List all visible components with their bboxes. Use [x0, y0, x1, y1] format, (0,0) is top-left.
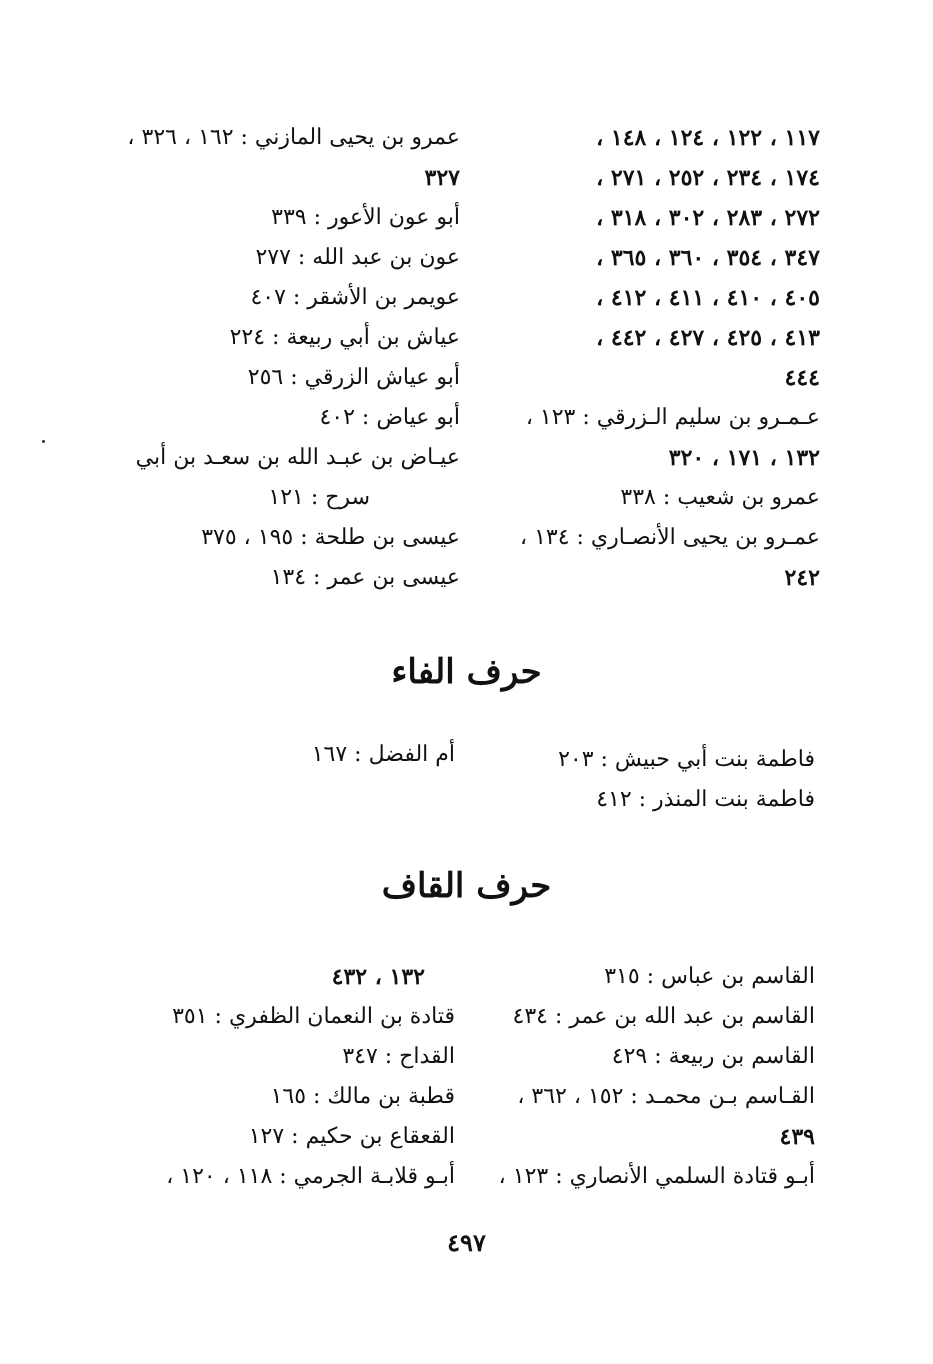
index-entry: القاسم بن عبد الله بن عمر : ٤٣٤ — [512, 1004, 815, 1029]
index-entry: قتادة بن النعمان الظفري : ٣٥١ — [172, 1004, 455, 1029]
index-entry: ١٣٢ ، ١٧١ ، ٣٢٠ — [668, 445, 820, 471]
section-heading-faa: حرف الفاء — [391, 652, 542, 692]
page-number: ٤٩٧ — [447, 1228, 486, 1257]
index-entry: القـاسم بـن محمـد : ١٥٢ ، ٣٦٢ ، — [517, 1084, 815, 1109]
index-entry: أم الفضل : ١٦٧ — [311, 742, 455, 767]
index-entry: عـمـرو بن سليم الـزرقي : ١٢٣ ، — [525, 405, 820, 430]
index-entry: فاطمة بنت المنذر : ٤١٢ — [596, 787, 815, 812]
index-entry: سرح : ١٢١ — [268, 485, 370, 510]
index-entry: ٣٤٧ ، ٣٥٤ ، ٣٦٠ ، ٣٦٥ ، — [596, 245, 820, 271]
index-entry: عون بن عبد الله : ٢٧٧ — [255, 245, 460, 270]
index-entry: عمرو بن يحيى المازني : ١٦٢ ، ٣٢٦ ، — [127, 125, 460, 150]
index-entry: ٤٣٩ — [779, 1124, 815, 1150]
index-entry: عيسى بن طلحة : ١٩٥ ، ٣٧٥ — [201, 525, 460, 550]
index-entry: عويمر بن الأشقر : ٤٠٧ — [250, 285, 460, 310]
index-entry: ٤٤٤ — [784, 365, 820, 391]
scan-speck — [42, 440, 45, 443]
index-entry: أبو عون الأعور : ٣٣٩ — [271, 205, 460, 230]
index-entry: أبـو قلابـة الجرمي : ١١٨ ، ١٢٠ ، — [166, 1164, 455, 1189]
index-entry: أبـو قتادة السلمي الأنصاري : ١٢٣ ، — [498, 1164, 815, 1189]
section-faa-left-column — [160, 735, 455, 775]
index-entry: أبو عياض : ٤٠٢ — [319, 405, 460, 430]
index-entry: ١٣٢ ، ٤٣٢ — [331, 964, 425, 990]
index-entry: القاسم بن عباس : ٣١٥ — [604, 964, 815, 989]
index-entry: عيسى بن عمر : ١٣٤ — [270, 565, 460, 590]
section-faa-right-column — [470, 740, 815, 820]
index-entry: القداح : ٣٤٧ — [342, 1044, 455, 1069]
index-entry: ٣٢٧ — [424, 165, 460, 191]
section-a-left-column — [100, 118, 460, 598]
index-entry: عمرو بن شعيب : ٣٣٨ — [620, 485, 820, 510]
index-entry: ٤١٣ ، ٤٢٥ ، ٤٢٧ ، ٤٤٢ ، — [596, 325, 820, 351]
index-entry: ٢٤٢ — [784, 565, 820, 591]
index-entry: أبو عياش الزرقي : ٢٥٦ — [247, 365, 460, 390]
section-qaf-right-column — [470, 957, 815, 1197]
index-entry: القعقاع بن حكيم : ١٢٧ — [248, 1124, 455, 1149]
section-qaf-left-column — [100, 957, 455, 1197]
index-entry: قطبة بن مالك : ١٦٥ — [270, 1084, 455, 1109]
index-entry: عيـاض بن عبـد الله بن سعـد بن أبي — [135, 445, 460, 470]
index-entry: القاسم بن ربيعة : ٤٢٩ — [611, 1044, 815, 1069]
section-heading-qaf: حرف القاف — [381, 866, 552, 906]
index-entry: عمـرو بن يحيى الأنصـاري : ١٣٤ ، — [519, 525, 820, 550]
index-entry: ١١٧ ، ١٢٢ ، ١٢٤ ، ١٤٨ ، — [596, 125, 820, 151]
index-entry: فاطمة بنت أبي حبيش : ٢٠٣ — [558, 747, 815, 772]
section-a-right-column — [470, 118, 820, 598]
index-entry: ١٧٤ ، ٢٣٤ ، ٢٥٢ ، ٢٧١ ، — [596, 165, 820, 191]
index-entry: ٤٠٥ ، ٤١٠ ، ٤١١ ، ٤١٢ ، — [596, 285, 820, 311]
index-entry: ٢٧٢ ، ٢٨٣ ، ٣٠٢ ، ٣١٨ ، — [596, 205, 820, 231]
index-entry: عياش بن أبي ربيعة : ٢٢٤ — [229, 325, 460, 350]
